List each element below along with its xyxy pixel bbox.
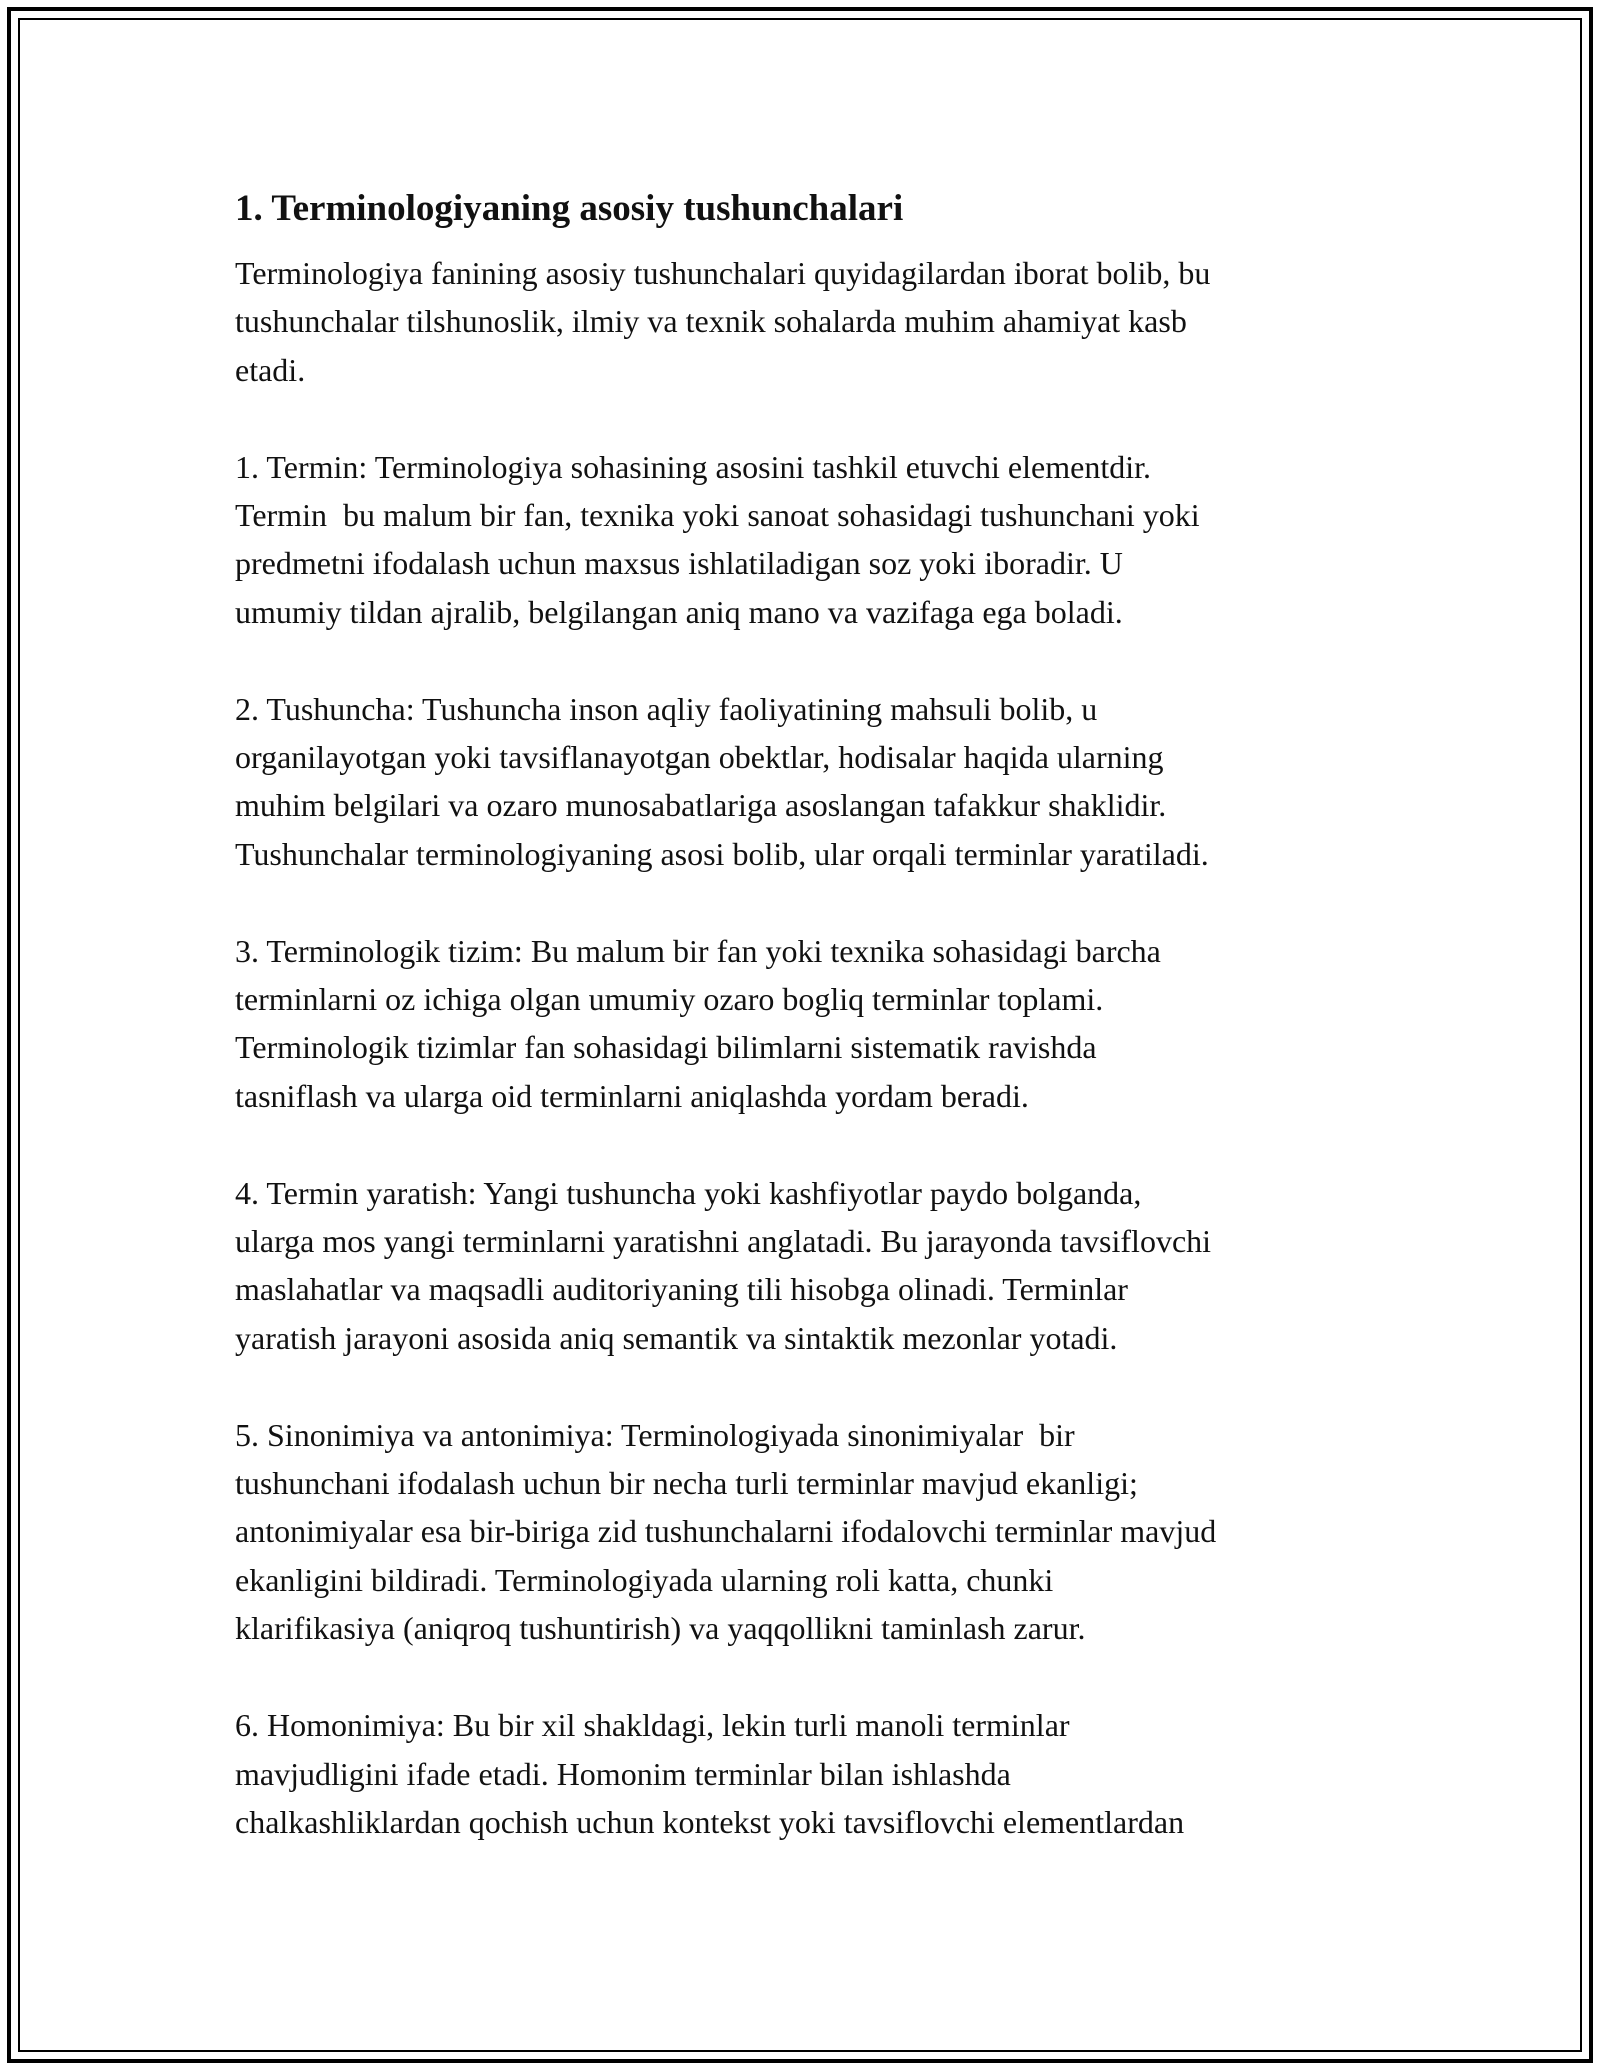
text-line: Terminologiya fanining asosiy tushunchalari quyidagilardan iborat bolib, bu (235, 255, 1211, 291)
text-line: tasniflash va ularga oid terminlarni aniqlashda yordam beradi. (235, 1077, 1029, 1114)
text-line: 4. Termin yaratish: Yangi tushuncha yoki kashfiyotlar paydo bolganda, (235, 1174, 1142, 1211)
text-line: antonimiyalar esa bir-biriga zid tushunchalarni ifodalovchi terminlar mavjud (235, 1513, 1217, 1550)
text-line: chalkashliklardan qochish uchun kontekst yoki tavsiflovchi elementlardan (235, 1803, 1185, 1840)
text-line: klarifikasiya (aniqroq tushuntirish) va yaqqollikni taminlash zarur. (235, 1610, 1086, 1647)
text-line: 6. Homonimiya: Bu bir xil shakldagi, lekin turli manoli terminlar (235, 1707, 1070, 1744)
text-line: 1. Termin: Terminologiya sohasining asosini tashkil etuvchi elementdir. (235, 448, 1151, 485)
text-line: muhim belgilari va ozaro munosabatlariga asoslangan tafakkur shaklidir. (235, 787, 1167, 824)
text-line: 5. Sinonimiya va antonimiya: Terminologiyada sinonimiyalar bir (235, 1416, 1075, 1453)
paragraph-termin (235, 443, 1375, 637)
section-heading: 1. Terminologiyaning asosiy tushunchalari (235, 188, 904, 229)
paragraph-tushuncha (235, 685, 1375, 879)
text-line: predmetni ifodalash uchun maxsus ishlatiladigan soz yoki iboradir. U (235, 545, 1123, 582)
text-line: tushunchani ifodalash uchun bir necha turli terminlar mavjud ekanligi; (235, 1465, 1138, 1502)
text-line: ekanligini bildiradi. Terminologiyada ularning roli katta, chunki (235, 1561, 1054, 1598)
text-line: etadi. (235, 351, 306, 388)
text-line: maslahatlar va maqsadli auditoriyaning tili hisobga olinadi. Terminlar (235, 1271, 1128, 1308)
paragraph-homonimiya (235, 1701, 1375, 1846)
text-line: tushunchalar tilshunoslik, ilmiy va texnik sohalarda muhim ahamiyat kasb (235, 303, 1187, 340)
text-line: Termin bu malum bir fan, texnika yoki sanoat sohasidagi tushunchani yoki (235, 497, 1200, 534)
paragraph-terminologik-tizim (235, 927, 1375, 1121)
text-line: Tushunchalar terminologiyaning asosi bolib, ular orqali terminlar yaratiladi. (235, 835, 1209, 872)
text-line: umumiy tildan ajralib, belgilangan aniq mano va vazifaga ega boladi. (235, 593, 1123, 630)
text-line: Terminologik tizimlar fan sohasidagi bilimlarni sistematik ravishda (235, 1029, 1097, 1066)
text-line: ularga mos yangi terminlarni yaratishni anglatadi. Bu jarayonda tavsiflovchi (235, 1223, 1212, 1260)
text-line: 2. Tushuncha: Tushuncha inson aqliy faoliyatining mahsuli bolib, u (235, 690, 1098, 727)
text-line: organilayotgan yoki tavsiflanayotgan obektlar, hodisalar haqida ularning (235, 739, 1164, 776)
text-line: 3. Terminologik tizim: Bu malum bir fan yoki texnika sohasidagi barcha (235, 932, 1161, 969)
paragraph-sinonimiya (235, 1411, 1375, 1653)
text-line: mavjudligini ifade etadi. Homonim terminlar bilan ishlashda (235, 1755, 1011, 1792)
paragraph-termin-yaratish (235, 1169, 1375, 1363)
intro-paragraph (235, 249, 1375, 394)
text-line: terminlarni oz ichiga olgan umumiy ozaro bogliq terminlar toplami. (235, 981, 1104, 1018)
text-line: yaratish jarayoni asosida aniq semantik va sintaktik mezonlar yotadi. (235, 1319, 1118, 1356)
document-body (235, 185, 1375, 1895)
